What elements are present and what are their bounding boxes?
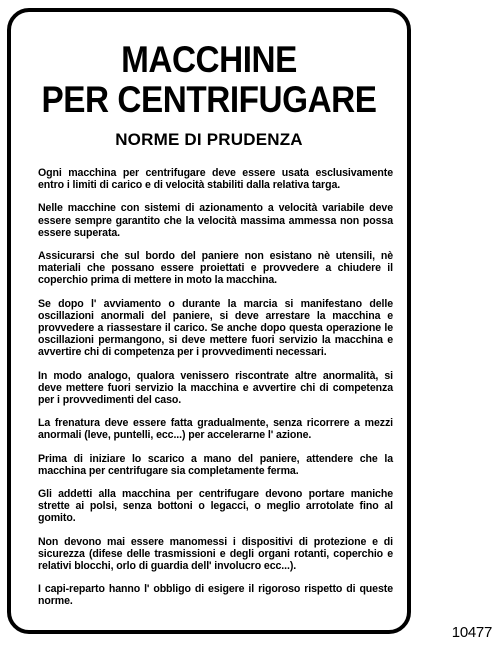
rule-paragraph: I capi-reparto hanno l' obbligo di esigere il rigoroso rispetto di queste norme. — [38, 583, 393, 608]
rule-paragraph: Se dopo l' avviamento o durante la marcia si manifestano delle oscillazioni anormali del paniere, si deve arrestare la macchina e provvedere a riassestare il carico. Se anche dopo questa operazione le oscillazioni permangono, si deve mettere fuori servizio la macchina e avvertire chi di competenza per i provvedimenti necessari. — [38, 297, 393, 359]
rule-paragraph: Assicurarsi che sul bordo del paniere non esistano nè utensili, nè materiali che possano essere proiettati e provvedere a chiudere il coperchio prima di mettere in moto la macchina. — [38, 250, 393, 287]
rule-paragraph: Prima di iniziare lo scarico a mano del paniere, attendere che la macchina per centrifugare sia completamente ferma. — [38, 452, 393, 477]
rule-paragraph: Nelle macchine con sistemi di azionamento a velocità variabile deve essere sempre garantito che la velocità massima ammessa non possa essere superata. — [38, 202, 393, 239]
safety-sign — [7, 8, 411, 634]
rule-paragraph: Non devono mai essere manomessi i dispositivi di protezione e di sicurezza (difese delle trasmissioni e degli organi rotanti, coperchio e relativi blocchi, orlo di guardia dell' involucro ecc...). — [38, 535, 393, 573]
sign-rules — [38, 167, 393, 619]
sign-subtitle: NORME DI PRUDENZA — [115, 130, 303, 149]
rule-paragraph: La frenatura deve essere fatta gradualmente, senza ricorrere a mezzi anormali (leve, puntelli, ecc...) per accelerarne l' azione. — [38, 417, 393, 442]
sign-title-line-1: MACCHINE — [121, 39, 297, 80]
product-code: 10477 — [451, 624, 492, 641]
sign-title-line-2: PER CENTRIFUGARE — [41, 79, 377, 120]
rule-paragraph: Gli addetti alla macchina per centrifugare devono portare maniche strette ai polsi, senza bottoni o legacci, o meglio arrotolate fino al gomito. — [38, 488, 393, 525]
sign-title — [31, 40, 387, 120]
rule-paragraph: Ogni macchina per centrifugare deve essere usata esclusivamente entro i limiti di carico e di velocità stabiliti dalla relativa targa. — [38, 167, 393, 192]
rule-paragraph: In modo analogo, qualora venissero riscontrate altre anormalità, si deve mettere fuori servizio la macchina e avvertire chi di competenza per i provvedimenti del caso. — [38, 369, 393, 407]
